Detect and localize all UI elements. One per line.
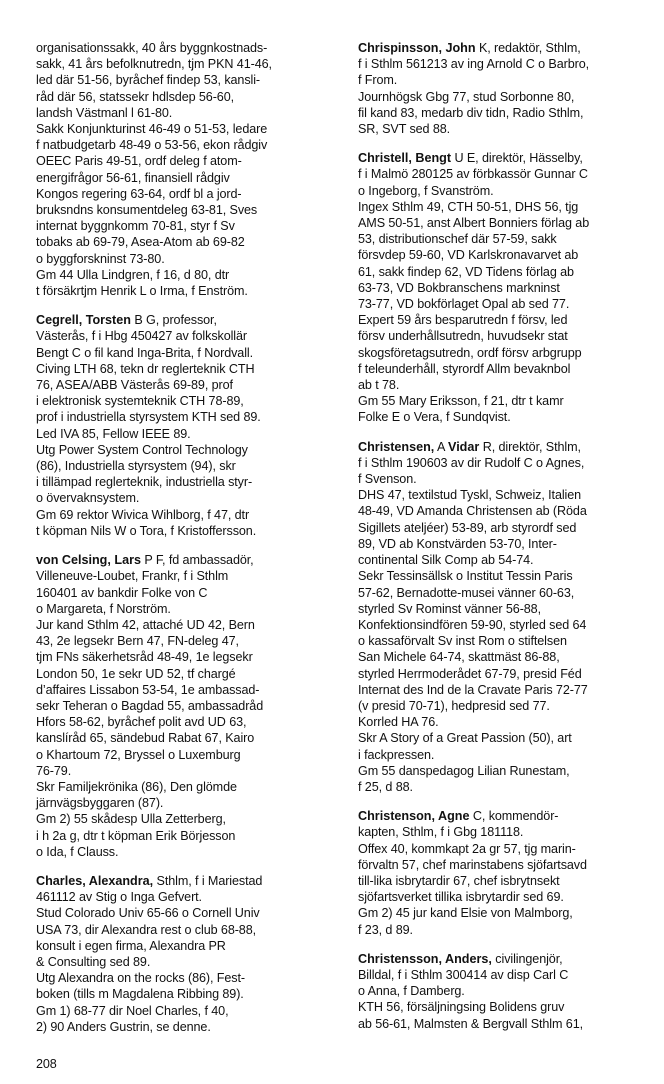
entry-line xyxy=(358,166,654,182)
entry-line xyxy=(36,72,336,88)
entry-text: f i Malmö 280125 av förbkassör Gunnar C xyxy=(358,167,588,182)
entry-name: Chrispinsson, John xyxy=(358,41,476,55)
entry-line xyxy=(36,218,336,234)
entry-christensen xyxy=(358,439,654,795)
entry-line xyxy=(358,763,654,779)
entry-text: f i Sthlm 561213 av ing Arnold C o Barbro, xyxy=(358,57,590,72)
entry-chrispinsson xyxy=(358,40,654,137)
entry-line xyxy=(36,828,336,844)
entry-text: råd där 56, statssekr hdlsdep 56-60, xyxy=(36,89,235,104)
entry-line xyxy=(358,487,654,503)
entry-line xyxy=(36,121,336,137)
entry-line xyxy=(36,747,336,763)
entry-line xyxy=(36,458,336,474)
entry-text: OEEC Paris 49-51, ordf deleg f atom- xyxy=(36,154,242,169)
entry-line xyxy=(36,409,336,425)
entry-text: o övervaknsystem. xyxy=(36,491,140,506)
entry-text: Sakk Konjunkturinst 46-49 o 51-53, ledare xyxy=(36,122,268,137)
entry-text: Västerås, f i Hbg 450427 av folkskollär xyxy=(36,329,248,344)
entry-text: f Svenson. xyxy=(358,472,417,487)
entry-line xyxy=(358,361,654,377)
entry-line xyxy=(358,617,654,633)
entry-text: o byggforskninst 73-80. xyxy=(36,251,165,266)
entry-line xyxy=(36,568,336,584)
entry-text: t försäkrtjm Henrik L o Irma, f Enström. xyxy=(36,284,248,299)
entry-text: f 25, d 88. xyxy=(358,779,413,794)
entry-text: kapten, Sthlm, f i Gbg 181118. xyxy=(358,825,524,840)
entry-line xyxy=(36,954,336,970)
entry-line xyxy=(358,698,654,714)
entry-christensson xyxy=(358,951,654,1032)
entry-line xyxy=(36,633,336,649)
entry-text: Gm 1) 68-77 dir Noel Charles, f 40, xyxy=(36,1003,229,1018)
entry-text: tobaks ab 69-79, Asea-Atom ab 69-82 xyxy=(36,235,245,250)
entry-line xyxy=(36,601,336,617)
entry-line xyxy=(36,552,336,568)
entry-line xyxy=(36,442,336,458)
entry-text: Expert 59 års besparutredn f försv, led xyxy=(358,313,568,328)
entry-text: järnvägsbyggaren (87). xyxy=(36,796,164,811)
entry-cegrell xyxy=(36,312,336,539)
entry-text: A xyxy=(434,439,449,454)
entry-line xyxy=(36,922,336,938)
entry-text: Gm 55 Mary Eriksson, f 21, dtr t kamr xyxy=(358,394,564,409)
entry-text: SR, SVT sed 88. xyxy=(358,122,451,137)
entry-text: K, redaktör, Sthlm, xyxy=(475,41,581,55)
entry-line xyxy=(36,186,336,202)
entry-line xyxy=(358,409,654,425)
entry-text: f 23, d 89. xyxy=(358,922,413,937)
entry-text: o Ingeborg, f Svanström. xyxy=(358,183,494,198)
entry-line xyxy=(358,682,654,698)
entry-line xyxy=(358,666,654,682)
entry-text: civilingenjör, xyxy=(491,951,563,966)
entry-line xyxy=(358,40,654,56)
entry-line xyxy=(36,730,336,746)
entry-text: DHS 47, textilstud Tyskl, Schweiz, Italien xyxy=(358,488,582,503)
entry-line xyxy=(358,730,654,746)
entry-line xyxy=(358,89,654,105)
entry-text: Stud Colorado Univ 65-66 o Cornell Univ xyxy=(36,906,260,921)
entry-line xyxy=(358,951,654,967)
entry-text: Civing LTH 68, tekn dr reglerteknik CTH xyxy=(36,361,255,376)
entry-text: sjöfartsverket tillika isbrytardir sed 69. xyxy=(358,890,564,905)
entry-line xyxy=(358,568,654,584)
entry-line xyxy=(358,873,654,889)
entry-text: Gm 2) 55 skådesp Ulla Zetterberg, xyxy=(36,812,226,827)
entry-line xyxy=(36,377,336,393)
entry-line xyxy=(36,682,336,698)
entry-line xyxy=(36,811,336,827)
entry-text: Gm 2) 45 jur kand Elsie von Malmborg, xyxy=(358,906,573,921)
right-column xyxy=(358,40,654,1045)
entry-line xyxy=(358,312,654,328)
entry-line xyxy=(36,698,336,714)
entry-line xyxy=(358,72,654,88)
entry-line xyxy=(36,970,336,986)
entry-line xyxy=(358,779,654,795)
entry-text: Skr A Story of a Great Passion (50), art xyxy=(358,731,572,746)
entry-text: bruksndns konsumentdeleg 63-81, Sves xyxy=(36,203,258,218)
entry-line xyxy=(358,503,654,519)
entry-text: Utg Alexandra on the rocks (86), Fest- xyxy=(36,971,245,986)
entry-line xyxy=(36,393,336,409)
entry-line xyxy=(36,490,336,506)
entry-text: energifrågor 56-61, finansiell rådgiv xyxy=(36,170,230,185)
entry-text: 43, 2e legsekr Bern 47, FN-deleg 47, xyxy=(36,634,239,649)
entry-line xyxy=(358,328,654,344)
entry-name: Charles, Alexandra, xyxy=(36,873,154,888)
entry-line xyxy=(36,507,336,523)
entry-line xyxy=(36,40,336,56)
entry-text: Gm 55 danspedagog Lilian Runestam, xyxy=(358,763,570,778)
entry-line xyxy=(358,841,654,857)
entry-text: o Margareta, f Norström. xyxy=(36,601,171,616)
entry-text: Sthlm, f i Mariestad xyxy=(153,873,263,888)
entry-text: till-lika isbrytardir 67, chef isbrytnsekt xyxy=(358,873,560,888)
entry-text: led där 51-56, byråchef findep 53, kansli- xyxy=(36,73,261,88)
entry-line xyxy=(36,938,336,954)
entry-line xyxy=(36,234,336,250)
entry-name: Christenson, Agne xyxy=(358,809,470,824)
entry-line xyxy=(358,747,654,763)
entry-continuation xyxy=(36,40,336,299)
entry-text: USA 73, dir Alexandra rest o club 68-88, xyxy=(36,922,257,937)
entry-text: o Khartoum 72, Bryssel o Luxemburg xyxy=(36,747,241,762)
entry-line xyxy=(36,361,336,377)
entry-text: (v presid 70-71), hedpresid sed 77. xyxy=(358,698,550,713)
entry-text: Sigillets ateljéer) 53-89, arb styrordf sed xyxy=(358,520,577,535)
entry-line xyxy=(358,983,654,999)
entry-text: London 50, 1e sekr UD 52, tf chargé xyxy=(36,666,236,681)
entry-line xyxy=(358,105,654,121)
entry-line xyxy=(36,202,336,218)
entry-text: förvaltn 57, chef marinstabens sjöfartsavd xyxy=(358,857,587,872)
entry-text: Offex 40, kommkapt 2a gr 57, tjg marin- xyxy=(358,841,576,856)
entry-text: San Michele 64-74, skattmäst 86-88, xyxy=(358,650,560,665)
entry-line xyxy=(36,89,336,105)
entry-text: o Anna, f Damberg. xyxy=(358,984,465,999)
entry-line xyxy=(358,377,654,393)
entry-line xyxy=(36,714,336,730)
entry-text: försvdep 59-60, VD Karlskronavarvet ab xyxy=(358,248,579,263)
entry-text: i elektronisk systemteknik CTH 78-89, xyxy=(36,394,244,409)
entry-christenson xyxy=(358,808,654,938)
entry-text: Utg Power System Control Technology xyxy=(36,442,248,457)
entry-line xyxy=(358,714,654,730)
entry-text: U E, direktör, Hässelby, xyxy=(451,151,583,166)
entry-text: styrled Herrmoderådet 67-79, presid Féd xyxy=(358,666,582,681)
entry-line xyxy=(36,267,336,283)
entry-text: 53, distributionschef där 57-59, sakk xyxy=(358,232,557,247)
entry-text: landsh Västmanl l 61-80. xyxy=(36,105,173,120)
entry-text: tjm FNs säkerhetsråd 48-49, 1e legsekr xyxy=(36,650,253,665)
entry-text: o Ida, f Clauss. xyxy=(36,844,119,859)
entry-line xyxy=(358,649,654,665)
entry-line xyxy=(358,905,654,921)
entry-text: kanslíråd 65, sändebud Rabat 67, Kairo xyxy=(36,731,255,746)
entry-text: & Consulting sed 89. xyxy=(36,954,151,969)
entry-line xyxy=(358,121,654,137)
entry-text: Skr Familjekrönika (86), Den glömde xyxy=(36,779,237,794)
entry-line xyxy=(36,986,336,1002)
entry-text: P F, fd ambassadör, xyxy=(140,553,254,568)
entry-text: i fackpressen. xyxy=(358,747,435,762)
entry-line xyxy=(36,312,336,328)
entry-text: 73-77, VD bokförlaget Opal ab sed 77. xyxy=(358,297,570,312)
entry-text: (86), Industriella styrsystem (94), skr xyxy=(36,459,236,474)
entry-text: KTH 56, försäljningsing Bolidens gruv xyxy=(358,1000,565,1015)
entry-text: 76-79. xyxy=(36,763,72,778)
entry-text: Internat des Ind de la Cravate Paris 72-77 xyxy=(358,682,588,697)
entry-text: 461112 av Stig o Inga Gefvert. xyxy=(36,890,202,905)
entry-line xyxy=(36,617,336,633)
entry-text: 160401 av bankdir Folke von C xyxy=(36,585,208,600)
entry-line xyxy=(358,633,654,649)
entry-line xyxy=(36,523,336,539)
entry-line xyxy=(36,137,336,153)
entry-line xyxy=(358,471,654,487)
entry-text: boken (tills m Magdalena Ribbing 89). xyxy=(36,987,244,1002)
entry-line xyxy=(358,393,654,409)
entry-line xyxy=(36,873,336,889)
entry-line xyxy=(36,283,336,299)
entry-line xyxy=(358,889,654,905)
entry-line xyxy=(36,345,336,361)
entry-line xyxy=(358,922,654,938)
entry-text: f natbudgetarb 48-49 o 53-56, ekon rådgiv xyxy=(36,138,268,153)
entry-line xyxy=(358,296,654,312)
entry-text: 63-73, VD Bokbranschens markninst xyxy=(358,280,560,295)
entry-text: d’affaires Lissabon 53-54, 1e ambassad- xyxy=(36,682,260,697)
entry-line xyxy=(358,247,654,263)
entry-text: f i Sthlm 190603 av dir Rudolf C o Agnes, xyxy=(358,455,585,470)
entry-name: Christensen, xyxy=(358,439,435,454)
entry-line xyxy=(358,1016,654,1032)
entry-line xyxy=(358,150,654,166)
entry-line xyxy=(36,779,336,795)
entry-name: Cegrell, Torsten xyxy=(36,313,131,328)
entry-line xyxy=(36,844,336,860)
entry-name: Vidar xyxy=(448,439,480,454)
entry-text: Gm 69 rektor Wivica Wihlborg, f 47, dtr xyxy=(36,507,250,522)
entry-text: 76, ASEA/ABB Västerås 69-89, prof xyxy=(36,378,233,393)
entry-text: i h 2a g, dtr t köpman Erik Börjesson xyxy=(36,828,236,843)
entry-line xyxy=(358,520,654,536)
entry-line xyxy=(358,536,654,552)
entry-text: Led IVA 85, Fellow IEEE 89. xyxy=(36,426,191,441)
entry-text: Kongos regering 63-64, ordf bl a jord- xyxy=(36,186,242,201)
entry-text: f From. xyxy=(358,73,398,88)
entry-line xyxy=(36,474,336,490)
entry-line xyxy=(36,649,336,665)
entry-text: continental Silk Comp ab 54-74. xyxy=(358,553,534,568)
entry-line xyxy=(358,585,654,601)
entry-text: 48-49, VD Amanda Christensen ab (Röda xyxy=(358,504,587,519)
entry-text: i tillämpad reglerteknik, industriella styr- xyxy=(36,475,253,490)
entry-text: Bengt C o fil kand Inga-Brita, f Nordvall. xyxy=(36,345,253,360)
entry-line xyxy=(358,999,654,1015)
entry-line xyxy=(358,199,654,215)
entry-line xyxy=(36,1019,336,1035)
entry-name: Christensson, Anders, xyxy=(358,951,492,966)
entry-name: Christell, Bengt xyxy=(358,151,452,166)
entry-line xyxy=(36,170,336,186)
entry-line xyxy=(358,808,654,824)
entry-line xyxy=(358,231,654,247)
page-number: 208 xyxy=(36,1057,57,1071)
entry-text: Jur kand Sthlm 42, attaché UD 42, Bern xyxy=(36,617,255,632)
entry-text: 89, VD ab Konstvärden 53-70, Inter- xyxy=(358,536,557,551)
entry-line xyxy=(358,601,654,617)
entry-text: Villeneuve-Loubet, Frankr, f i Sthlm xyxy=(36,569,229,584)
entry-text: t köpman Nils W o Tora, f Kristoffersson. xyxy=(36,523,257,538)
entry-text: fil kand 83, medarb div tidn, Radio Sthlm, xyxy=(358,105,584,120)
entry-text: konsult i egen firma, Alexandra PR xyxy=(36,938,226,953)
entry-text: skogsföretagsutredn, ordf försv arbgrupp xyxy=(358,345,582,360)
entry-line xyxy=(358,264,654,280)
entry-text: styrled Sv Rominst vänner 56-88, xyxy=(358,601,541,616)
entry-text: sakk, 41 års befolknutredn, tjm PKN 41-46, xyxy=(36,57,272,72)
entry-line xyxy=(36,153,336,169)
entry-line xyxy=(36,56,336,72)
entry-line xyxy=(358,824,654,840)
entry-text: sekr Teheran o Bagdad 55, ambassadråd xyxy=(36,698,264,713)
entry-text: Sekr Tessinsällsk o Institut Tessin Paris xyxy=(358,569,573,584)
entry-text: ab 56-61, Malmsten & Bergvall Sthlm 61, xyxy=(358,1016,583,1031)
entry-text: f teleunderhåll, styrordf Allm bevaknbol xyxy=(358,361,571,376)
entry-text: AMS 50-51, anst Albert Bonniers förlag ab xyxy=(358,216,590,231)
entry-text: Korrled HA 76. xyxy=(358,715,439,730)
entry-name: von Celsing, Lars xyxy=(36,553,141,568)
entry-line xyxy=(36,889,336,905)
entry-line xyxy=(358,183,654,199)
entry-text: o kassaförvalt Sv inst Rom o stiftelsen xyxy=(358,634,567,649)
entry-line xyxy=(36,763,336,779)
entry-text: 2) 90 Anders Gustrin, se denne. xyxy=(36,1019,211,1034)
entry-text: organisationssakk, 40 års byggnkostnads- xyxy=(36,41,268,55)
entry-text: 57-62, Bernadotte-musei vänner 60-63, xyxy=(358,585,575,600)
entry-text: Hfors 58-62, byråchef polit avd UD 63, xyxy=(36,715,247,730)
entry-line xyxy=(36,105,336,121)
entry-line xyxy=(36,905,336,921)
entry-line xyxy=(36,666,336,682)
entry-line xyxy=(36,1003,336,1019)
entry-line xyxy=(358,455,654,471)
entry-charles xyxy=(36,873,336,1035)
entry-line xyxy=(36,328,336,344)
entry-line xyxy=(358,215,654,231)
entry-line xyxy=(358,439,654,455)
entry-line xyxy=(36,426,336,442)
entry-text: Konfektionsindfören 59-90, styrled sed 64 xyxy=(358,617,587,632)
entry-celsing xyxy=(36,552,336,860)
entry-text: Ingex Sthlm 49, CTH 50-51, DHS 56, tjg xyxy=(358,199,579,214)
entry-christell xyxy=(358,150,654,425)
entry-text: 61, sakk findep 62, VD Tidens förlag ab xyxy=(358,264,574,279)
entry-text: Billdal, f i Sthlm 300414 av disp Carl C xyxy=(358,967,569,982)
entry-line xyxy=(358,280,654,296)
entry-text: Folke E o Vera, f Sundqvist. xyxy=(358,410,511,425)
entry-text: ab t 78. xyxy=(358,378,400,393)
left-column xyxy=(36,40,336,1048)
entry-text: C, kommendör- xyxy=(469,809,559,824)
entry-text: Gm 44 Ulla Lindgren, f 16, d 80, dtr xyxy=(36,267,230,282)
entry-text: internat byggnkomm 70-81, styr f Sv xyxy=(36,219,235,234)
entry-line xyxy=(358,552,654,568)
entry-line xyxy=(358,56,654,72)
entry-line xyxy=(36,795,336,811)
entry-line xyxy=(358,967,654,983)
entry-text: prof i industriella styrsystem KTH sed 89. xyxy=(36,410,261,425)
entry-text: B G, professor, xyxy=(130,313,217,328)
entry-line xyxy=(36,585,336,601)
entry-text: R, direktör, Sthlm, xyxy=(479,439,581,454)
entry-text: försv underhållsutredn, huvudsekr stat xyxy=(358,329,568,344)
entry-line xyxy=(358,857,654,873)
entry-line xyxy=(36,251,336,267)
entry-line xyxy=(358,345,654,361)
entry-text: Journhögsk Gbg 77, stud Sorbonne 80, xyxy=(358,89,575,104)
